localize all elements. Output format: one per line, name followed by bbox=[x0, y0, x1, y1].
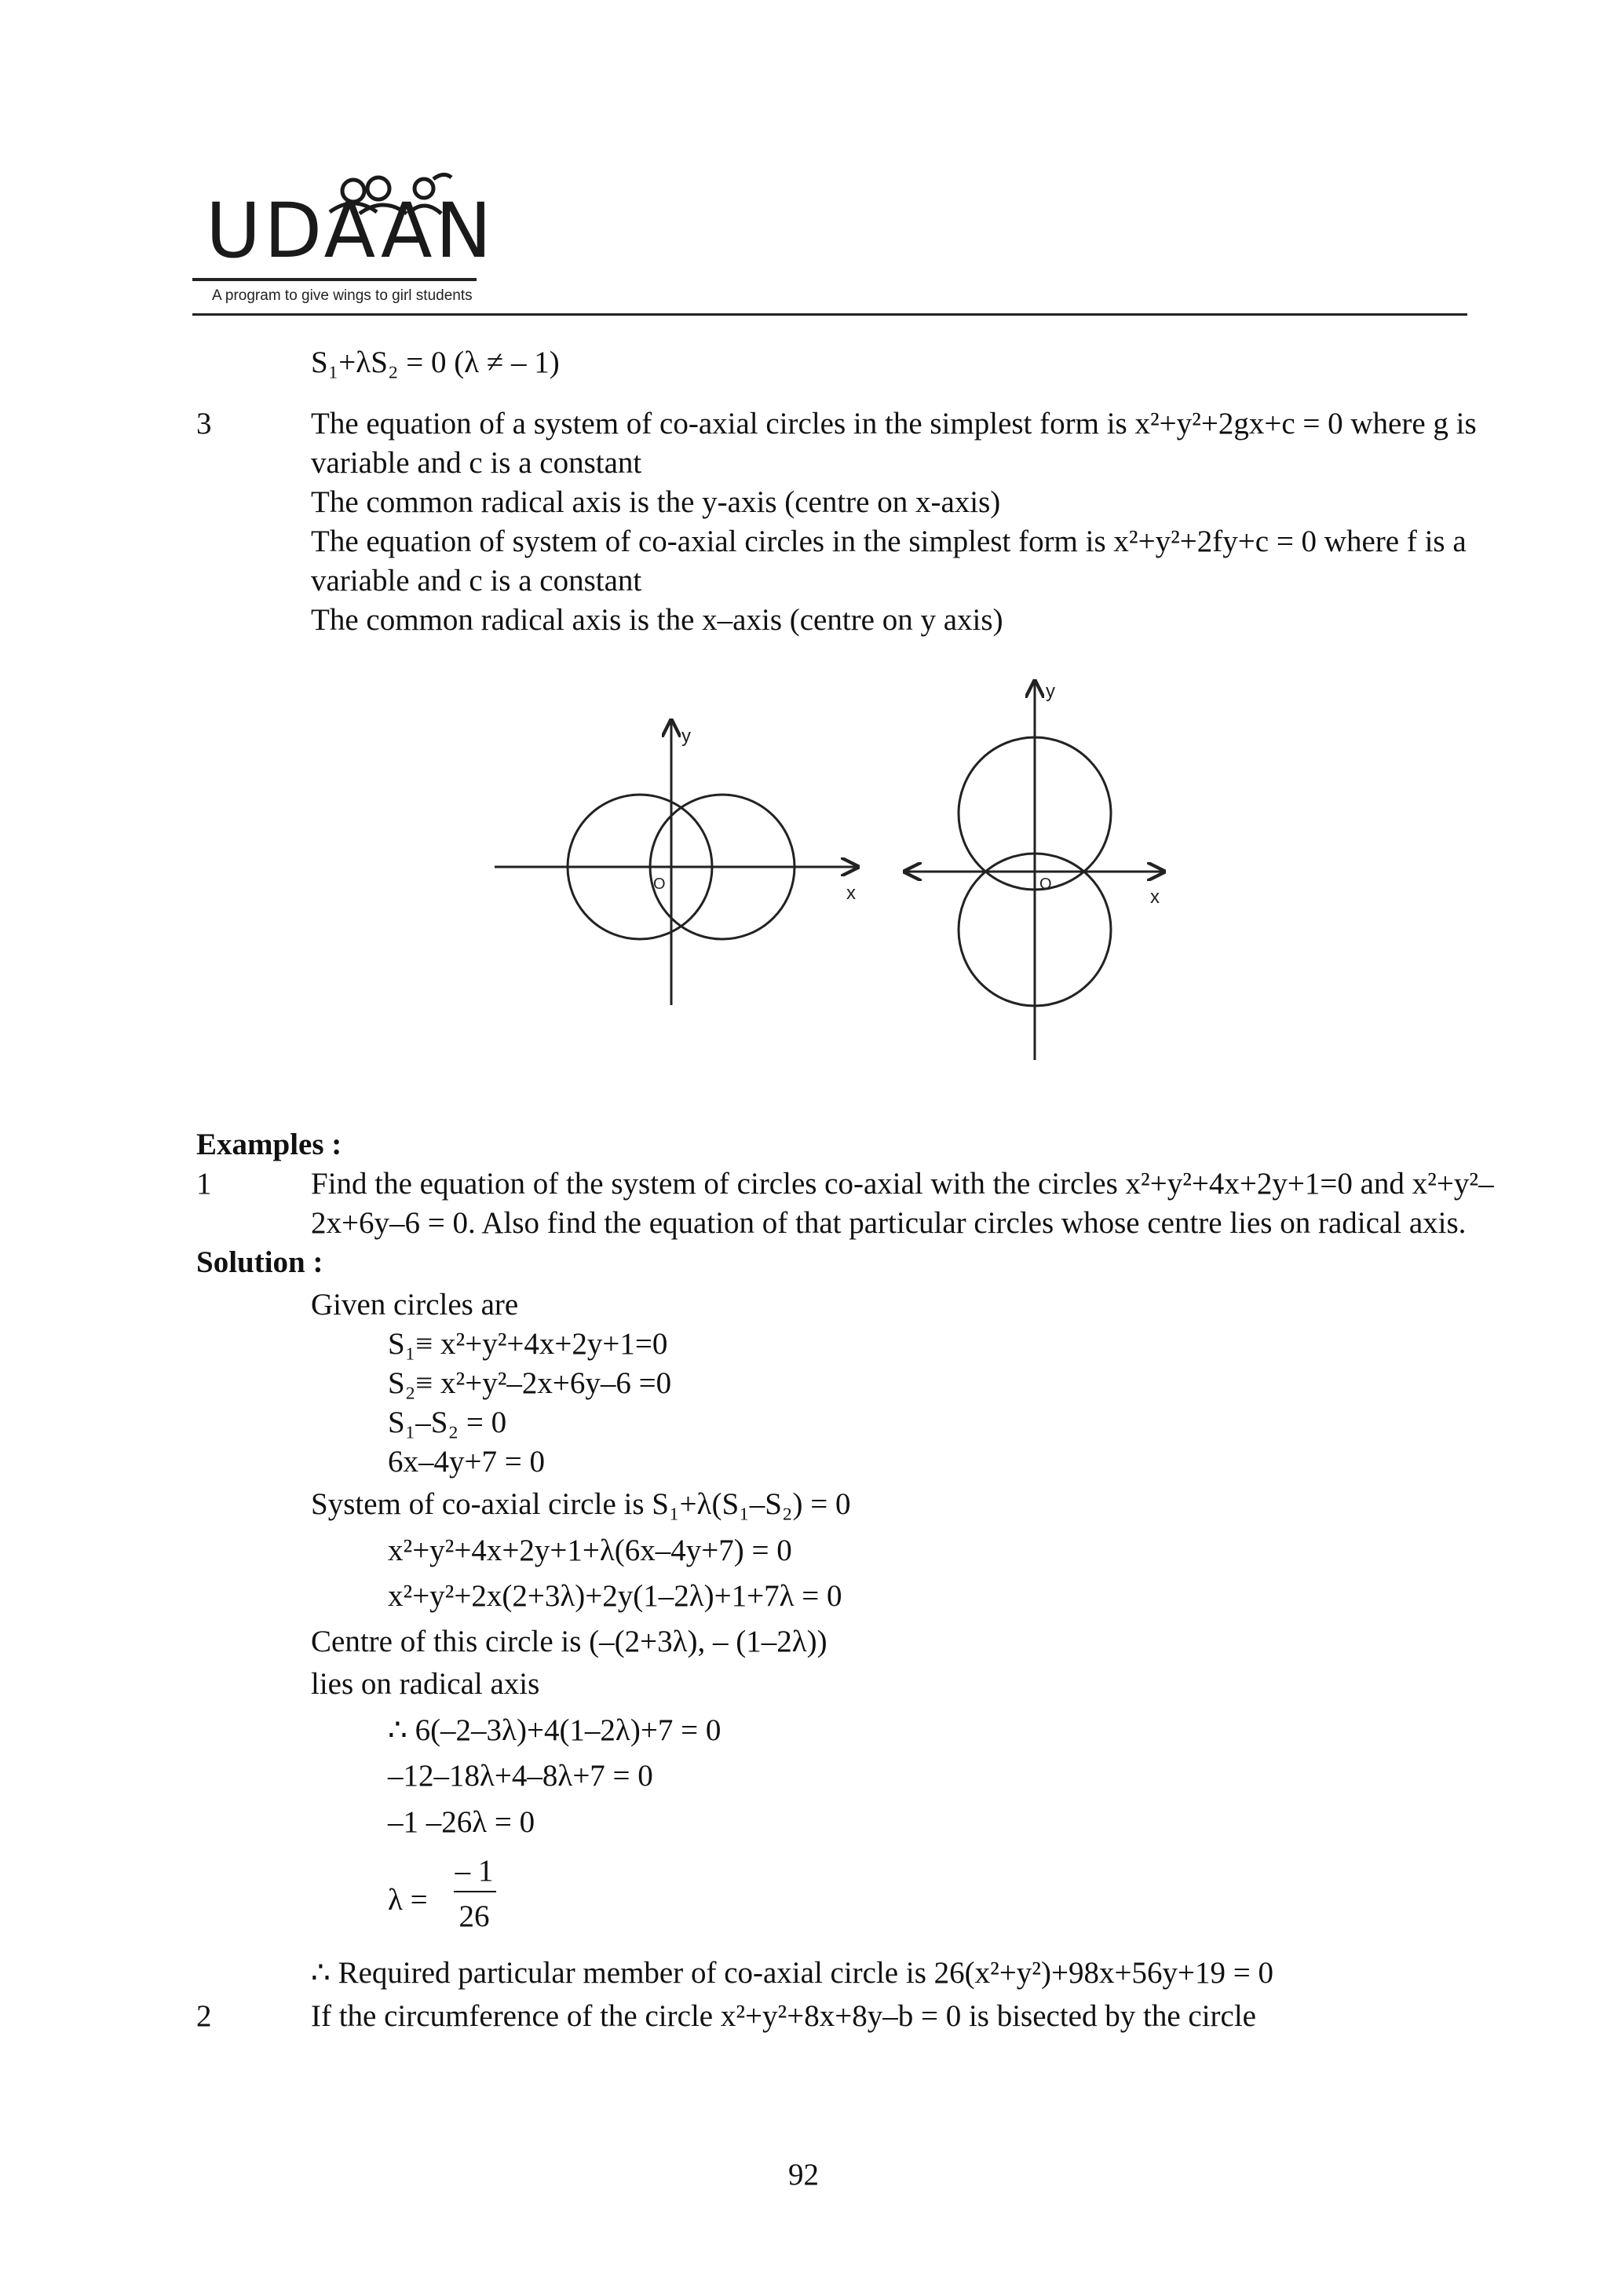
right-y-label: y bbox=[1046, 681, 1055, 702]
item-3-line-6: The common radical axis is the x–axis (centre on y axis) bbox=[311, 603, 1003, 637]
item-3-line-3: The common radical axis is the y-axis (centre on x-axis) bbox=[311, 485, 1001, 519]
item-3-line-4: The equation of system of co-axial circles in the simplest form is x²+y²+2fy+c = 0 where f is a bbox=[311, 525, 1467, 558]
step-3: –1 –26λ = 0 bbox=[388, 1805, 535, 1839]
item-3-line-1: The equation of a system of co-axial circles in the simplest form is x²+y²+2gx+c = 0 where g is bbox=[311, 407, 1477, 441]
top-equation: S₁+λS₂ = 0 (λ ≠ – 1) bbox=[311, 345, 560, 379]
right-origin-label: O bbox=[1039, 876, 1052, 893]
logo-text: UDAAN bbox=[206, 187, 495, 275]
left-origin-label: O bbox=[653, 876, 666, 893]
right-x-label: x bbox=[1150, 887, 1160, 908]
solution-heading: Solution : bbox=[196, 1245, 323, 1279]
tagline: A program to give wings to girl students bbox=[212, 287, 473, 304]
centre-line: Centre of this circle is (–(2+3λ), – (1–2λ)) bbox=[311, 1625, 827, 1658]
left-x-label: x bbox=[846, 883, 856, 904]
fraction-bar bbox=[454, 1891, 496, 1892]
left-diagram bbox=[495, 722, 856, 1005]
system-equation-1: x²+y²+4x+2y+1+λ(6x–4y+7) = 0 bbox=[388, 1534, 792, 1567]
lies-line: lies on radical axis bbox=[311, 1667, 540, 1701]
fraction-denominator: 26 bbox=[458, 1899, 490, 1933]
given-line: Given circles are bbox=[311, 1288, 519, 1322]
example-2-line-1: If the circumference of the circle x²+y²+8x+8y–b = 0 is bisected by the circle bbox=[311, 1999, 1256, 2033]
examples-heading: Examples : bbox=[196, 1128, 342, 1161]
right-diagram bbox=[907, 683, 1162, 1060]
s1-equation: S₁≡ x²+y²+4x+2y+1=0 bbox=[388, 1327, 668, 1361]
step-1: ∴ 6(–2–3λ)+4(1–2λ)+7 = 0 bbox=[388, 1713, 721, 1747]
fraction-numerator: – 1 bbox=[455, 1854, 494, 1888]
example-2-number: 2 bbox=[196, 1999, 212, 2033]
page-number: 92 bbox=[788, 2158, 819, 2192]
logo-underline bbox=[192, 278, 477, 281]
system-line: System of co-axial circle is S₁+λ(S₁–S₂) = 0 bbox=[311, 1487, 851, 1521]
item-3-line-2: variable and c is a constant bbox=[311, 446, 642, 480]
header-rule bbox=[192, 313, 1467, 316]
coaxial-circles-figure bbox=[471, 675, 1193, 1068]
example-1-line-2: 2x+6y–6 = 0. Also find the equation of that particular circles whose centre lies on radical axis. bbox=[311, 1206, 1467, 1240]
radical-axis-equation: 6x–4y+7 = 0 bbox=[388, 1445, 545, 1479]
s2-equation: S₂≡ x²+y²–2x+6y–6 =0 bbox=[388, 1366, 672, 1400]
example-1-line-1: Find the equation of the system of circles co-axial with the circles x²+y²+4x+2y+1=0 and x²+y²– bbox=[311, 1167, 1494, 1201]
system-equation-2: x²+y²+2x(2+3λ)+2y(1–2λ)+1+7λ = 0 bbox=[388, 1579, 842, 1613]
s1-minus-s2: S₁–S₂ = 0 bbox=[388, 1406, 507, 1439]
example-1-number: 1 bbox=[196, 1167, 212, 1201]
result-line: ∴ Required particular member of co-axial circle is 26(x²+y²)+98x+56y+19 = 0 bbox=[311, 1956, 1273, 1990]
item-3-line-5: variable and c is a constant bbox=[311, 564, 642, 598]
item-3-number: 3 bbox=[196, 407, 212, 441]
left-y-label: y bbox=[681, 726, 691, 747]
step-2: –12–18λ+4–8λ+7 = 0 bbox=[388, 1759, 653, 1793]
lambda-lhs: λ = bbox=[388, 1883, 428, 1917]
